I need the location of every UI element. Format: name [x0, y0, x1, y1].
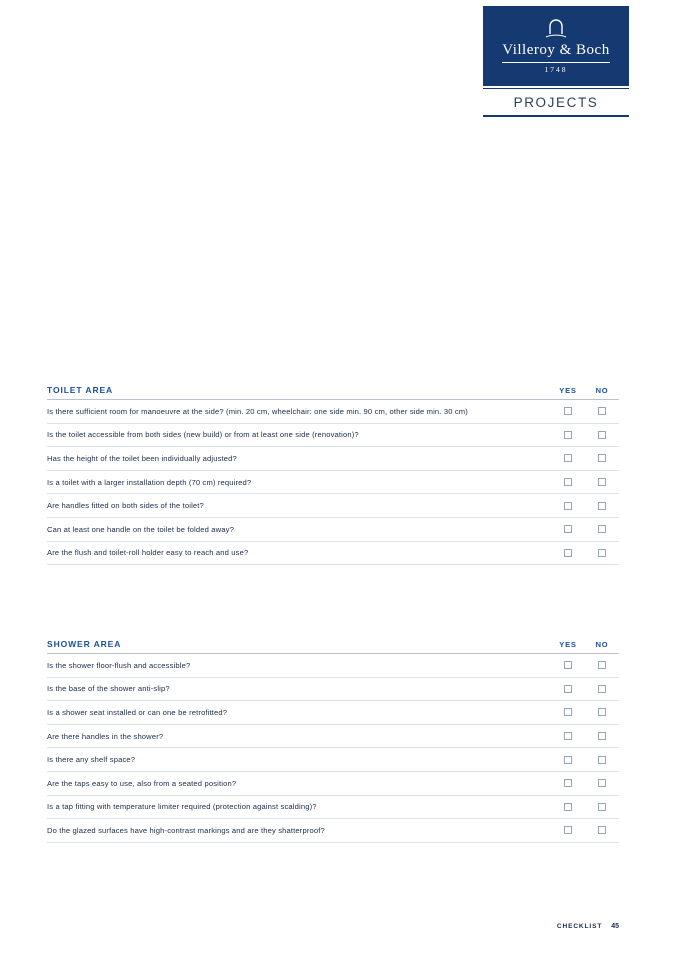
checkbox-no[interactable] [598, 732, 606, 740]
checkbox-yes-cell[interactable] [551, 478, 585, 486]
checklist-row [47, 678, 619, 702]
checkbox-yes[interactable] [564, 525, 572, 533]
checklist-question: Is the shower floor-flush and accessible? [47, 660, 191, 670]
checkbox-yes[interactable] [564, 661, 572, 669]
checkbox-no[interactable] [598, 502, 606, 510]
checklist-row [47, 748, 619, 772]
checkbox-no[interactable] [598, 454, 606, 462]
checkbox-no[interactable] [598, 779, 606, 787]
section-shower-area [47, 639, 619, 843]
checkbox-no[interactable] [598, 756, 606, 764]
section-title: SHOWER AREA [47, 639, 122, 649]
checkbox-yes[interactable] [564, 502, 572, 510]
checklist-question: Do the glazed surfaces have high-contrast markings and are they shatterproof? [47, 825, 325, 835]
checkbox-no-cell[interactable] [585, 803, 619, 811]
checklist-question: Are the taps easy to use, also from a seated position? [47, 778, 237, 788]
checkbox-no-cell[interactable] [585, 708, 619, 716]
checkbox-no[interactable] [598, 803, 606, 811]
checkbox-no-cell[interactable] [585, 779, 619, 787]
checkbox-yes-cell[interactable] [551, 708, 585, 716]
checkbox-no[interactable] [598, 525, 606, 533]
brand-logo-block [483, 6, 629, 86]
column-header-yes: YES [559, 640, 577, 649]
brand-divider [502, 62, 610, 63]
checkbox-no[interactable] [598, 685, 606, 693]
checkbox-no-cell[interactable] [585, 478, 619, 486]
checkbox-yes-cell[interactable] [551, 826, 585, 834]
checklist-row [47, 518, 619, 542]
checklist-question: Is the toilet accessible from both sides (new build) or from at least one side (renovation)? [47, 430, 359, 440]
checkbox-no-cell[interactable] [585, 549, 619, 557]
checklist-question: Has the height of the toilet been individually adjusted? [47, 453, 237, 463]
footer-page-number: 45 [611, 923, 619, 930]
checkbox-yes-cell[interactable] [551, 779, 585, 787]
brand-year: 1748 [544, 64, 568, 74]
checkbox-yes-cell[interactable] [551, 407, 585, 415]
checklist-row [47, 654, 619, 678]
checkbox-yes-cell[interactable] [551, 756, 585, 764]
checklist-question: Are handles fitted on both sides of the toilet? [47, 501, 204, 511]
checkbox-yes[interactable] [564, 685, 572, 693]
checklist-question: Is the base of the shower anti-slip? [47, 684, 170, 694]
checklist-question: Is a shower seat installed or can one be retrofitted? [47, 707, 228, 717]
checkbox-yes[interactable] [564, 826, 572, 834]
column-header-no: NO [595, 640, 609, 649]
checkbox-yes-cell[interactable] [551, 454, 585, 462]
checkbox-yes-cell[interactable] [551, 549, 585, 557]
checklist-row [47, 701, 619, 725]
checkbox-no-cell[interactable] [585, 431, 619, 439]
checkbox-no-cell[interactable] [585, 685, 619, 693]
checklist-question: Is a toilet with a larger installation depth (70 cm) required? [47, 477, 252, 487]
section-header [47, 385, 619, 400]
checkbox-yes[interactable] [564, 431, 572, 439]
projects-banner-label: PROJECTS [513, 94, 599, 110]
projects-banner [483, 88, 629, 117]
checkbox-no-cell[interactable] [585, 732, 619, 740]
checkbox-no-cell[interactable] [585, 407, 619, 415]
checkbox-no[interactable] [598, 431, 606, 439]
checklist-row [47, 424, 619, 448]
checklist-question: Are there handles in the shower? [47, 731, 164, 741]
checkbox-no-cell[interactable] [585, 502, 619, 510]
checkbox-no-cell[interactable] [585, 756, 619, 764]
checklist-row [47, 796, 619, 820]
checklist-question: Is there sufficient room for manoeuvre at the side? (min. 20 cm, wheelchair: one side min. 90 cm, other side min. 30 cm) [47, 406, 468, 416]
checkbox-yes-cell[interactable] [551, 803, 585, 811]
checklist-row [47, 542, 619, 566]
checkbox-no[interactable] [598, 478, 606, 486]
checkbox-yes-cell[interactable] [551, 525, 585, 533]
checkbox-yes-cell[interactable] [551, 502, 585, 510]
section-header [47, 639, 619, 654]
checklist-question: Are the flush and toilet-roll holder easy to reach and use? [47, 548, 249, 558]
checkbox-yes[interactable] [564, 732, 572, 740]
brand-name: Villeroy & Boch [502, 42, 610, 59]
column-header-yes: YES [559, 386, 577, 395]
checkbox-yes[interactable] [564, 549, 572, 557]
checkbox-no[interactable] [598, 661, 606, 669]
checkbox-no[interactable] [598, 549, 606, 557]
checkbox-no-cell[interactable] [585, 525, 619, 533]
checkbox-no-cell[interactable] [585, 826, 619, 834]
checklist-question: Can at least one handle on the toilet be folded away? [47, 524, 234, 534]
checklist-row [47, 471, 619, 495]
checklist-row [47, 447, 619, 471]
checklist-row [47, 494, 619, 518]
checklist-question: Is there any shelf space? [47, 755, 136, 765]
checkbox-yes[interactable] [564, 803, 572, 811]
checklist-row [47, 400, 619, 424]
column-header-no: NO [595, 386, 609, 395]
arch-logo-icon [541, 18, 571, 40]
checkbox-no[interactable] [598, 826, 606, 834]
checklist-row [47, 725, 619, 749]
checkbox-no-cell[interactable] [585, 454, 619, 462]
checkbox-no-cell[interactable] [585, 661, 619, 669]
checkbox-yes[interactable] [564, 708, 572, 716]
checkbox-yes[interactable] [564, 779, 572, 787]
page-footer [47, 923, 619, 930]
checkbox-no[interactable] [598, 708, 606, 716]
checkbox-yes-cell[interactable] [551, 685, 585, 693]
checkbox-yes-cell[interactable] [551, 732, 585, 740]
section-toilet-area [47, 385, 619, 565]
checkbox-no[interactable] [598, 407, 606, 415]
checkbox-yes-cell[interactable] [551, 661, 585, 669]
checklist-row [47, 819, 619, 843]
checkbox-yes[interactable] [564, 756, 572, 764]
checkbox-yes[interactable] [564, 407, 572, 415]
checkbox-yes-cell[interactable] [551, 431, 585, 439]
section-title: TOILET AREA [47, 385, 114, 395]
checklist-row [47, 772, 619, 796]
checklist-question: Is a tap fitting with temperature limiter required (protection against scalding)? [47, 802, 317, 812]
checkbox-yes[interactable] [564, 478, 572, 486]
checkbox-yes[interactable] [564, 454, 572, 462]
footer-label: CHECKLIST [556, 923, 603, 930]
